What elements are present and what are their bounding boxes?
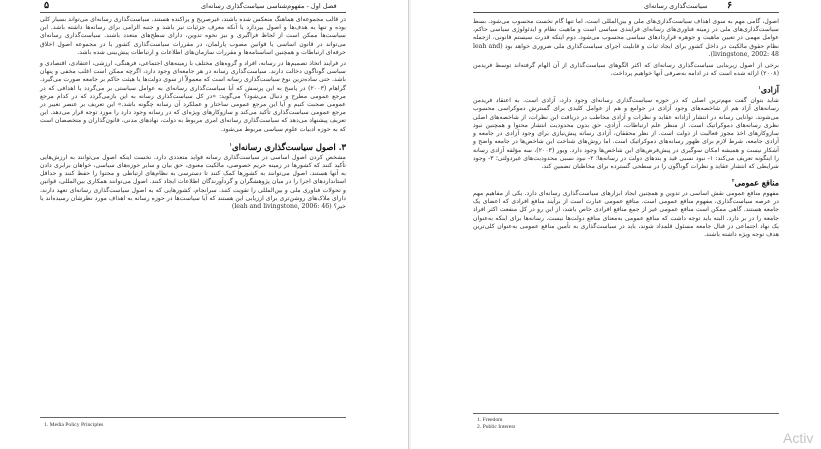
paragraph: برخی از اصول زیربنایی سیاست‌گذاری رسانه‌ای که اکثر الگوهای سیاست‌گذاری از آن الهام گرفته‌اند توسط فریدمن (۲۰۰۸) ارائه شده است که در ادامه به‌صرفی آنها خواهیم پرداخت.	[473, 62, 779, 78]
footnote: 1. Freedom	[477, 417, 503, 423]
paragraph: در فرایند اتخاذ تصمیم‌ها در رسانه، افراد و گروه‌های مختلف با زمینه‌های اجتماعی، فرهنگی، ارزشی، اعتقادی، اقتصادی و سیاسی گوناگون دخالت دارند. سیاست‌گذاری رسانه در هر جامعه‌ای وجود دارد، اگرچه ممکن است اغلب مخفی و پنهان باشد. حتی ساده‌ترین نوع سیاست‌گذاری رسانه است که معمولاً از سوی دولت‌ها یا هیئت حاکم بر جامعه صورت می‌گیرد. گراهام (۲۰۰۳) در پاسخ به این پرسش که آیا سیاست‌گذاری رسانه‌ای به عوامل سیاستی بر می‌گردد یا اهدافی که در مرجع عمومی مطرح و دنبال می‌شود؟ می‌گوید: «در کل سیاست‌گذاری رسانه به این بازمی‌گردد که در کدام مرجع عمومی صحبت کنیم و آیا این مرجع عمومی ساختار و عملکرد آن رسانه چگونه باشد.» این تعریف بر عنصر تغییر در مرجع عمومی سیاست‌گذاری تأکید می‌کند و سازوکارهای ویژه‌ای که در رسانه وجود دارد را مورد توجه قرار می‌دهد. این تعریف پیشنهاد می‌دهد که سیاست‌گذاری رسانه‌ای امری مربوط به دولت، نهادهای مدنی، قانون‌گذاران و متخصصان است که به حوزه ادبیات علوم سیاسی مربوط می‌شود.	[40, 60, 346, 133]
paragraph: مشخص کردن اصول اساسی در سیاست‌گذاری رسانه فواید متعددی دارد. نخست اینکه اصول می‌توانند به ارزش‌هایی تأکید کنند که کشورها در زمینه حریم خصوصی، مالکیت معنوی، حق بیان و سایر حوزه‌های سیاسی، خواهان برابری دادن به آنها هستند. اصول می‌توانند به کشورها کمک کنند تا دسترسی به نظام‌های ارتباطی و محتوا را حفظ کنند و حداقل استانداردهای اجرا را در میان پژوهشگران و گردآورندگان اطلاعات ایجاد کنند. اصول می‌توانند همکاری بین‌المللی، قوانین و تحولات فناوری ملی و بین‌المللی را تقویت کنند. سرانجام، کشورهایی که به اصول سیاست‌گذاری رسانه‌ای تعهد دارند، دارای ملاک‌های روشن‌تری برای ارزیابی این هستند که آیا سیاست‌ها در حوزه رسانه به اهداف مورد نظرشان رسیده‌اند یا خیر؟ (leah and livingstone, 2006: 46)	[40, 153, 346, 211]
paragraph: مفهوم منافع عمومی نقش اساسی در تدوین و همچنین ایجاد ابزارهای سیاست‌گذاری رسانه‌ای دارد. یکی از مفاهیم مهم در عرصه سیاست‌گذاری، مفهوم منافع عمومی است. منافع عمومی عبارت است از برآیند منافع افرادی که اعضای یک جامعه هستند. گاهی ممکن است منافع عمومی غیر از جمع منافع افرادی خاص باشد، از این رو در کل منفعت اکثر افراد جامعه را در بر دارد. البته باید توجه داشت که منافع عمومی به‌معنای منافع دولت‌ها نیست. رسانه‌ها برای اینکه به‌عنوان یک نهاد اجتماعی در قبال جامعه مسئول قلمداد شوند، باید در سیاست‌گذاری به تأمین منافع عمومی به‌عنوان کلی‌ترین هدف توجه ویژه داشته باشند.	[473, 189, 779, 238]
footnote-rule	[40, 417, 346, 418]
activation-watermark: Activ	[783, 430, 814, 446]
paragraph: در قالب مجموعه‌ای هماهنگ منعکس شده باشند، غیرصریح و پراکنده هستند. سیاست‌گذاری رسانه‌ای می‌تواند بسیار کلی بوده و تنها به هدف‌ها و اصول بپردازد یا آنکه معرف جزئیات نیز باشد و جنبه الزامی برای رسانه‌ها داشته باشد. این سیاست‌ها ممکن است از لحاظ فراگیری و نیز نحوه تدوین، دارای سطح‌های متعدد باشند. سیاست‌گذاری رسانه‌ای می‌تواند در قانون اساسی یا قوانین مصوب پارلمان، در مقررات سیاست‌گذاری کشور یا در مجموعه اصول اخلاق حرفه‌ای ارتباطات و همچنین اساسنامه‌ها و مقررات سازمان‌های اطلاعات و ارتباطات پیش‌بینی شده باشد.	[40, 16, 346, 56]
section-heading: ۳. اصول سیاست‌گذاری رسانه‌ای$^۱$	[229, 141, 346, 152]
footnote-marker: ۱	[229, 142, 233, 148]
running-header: سیاست‌گذاری رسانه‌ای	[644, 2, 708, 10]
footnote-rule	[473, 413, 779, 414]
left-body-text	[40, 16, 346, 214]
paragraph: شاید بتوان گفت مهم‌ترین اصلی که در حوزه سیاست‌گذاری رسانه‌ای وجود دارد، آزادی است. به اعتقاد فریدمن رسانه‌های آزاد هم از شاخصه‌های وجود آزادی در جوامع و هم از عوامل کلیدی برای گسترش دموکراسی محسوب می‌شوند. توانایی رسانه در انتشار آزادانه عقاید و نظرات و آزادی مخاطب در دریافت این نظرات، از شاخصه‌های اصلی نظری رسانه‌های دموکراتیک است. از منظر علم ارتباطات، آزادی، حق بدون محدودیت انتشار محتوا و همچنین نبود سازوکارهای اخذ مجوز فعالیت از دولت است. از نظر محققان، آزادی رسانه پیش‌نیازی برای وجود آزادی در جامعه و آزادی جامعه، شرط لازم برای ظهور رسانه‌های دموکراتیک است. اما روش‌های شناخت این شاخص‌ها در جامعه واضح و آشکار نیست و همیشه امکان سوگیری در پیش‌فرض‌های این شاخص‌ها وجود دارد. ویور (۲۰۰۳)، سه مؤلفه آزادی رسانه را اینگونه تعریف می‌کند: ۱- نبود نسبی قید و بندهای دولت در رسانه‌ها؛ ۲- نبود نسبی محدودیت‌های غیردولتی؛ ۳- وجود شرایطی که انتشار عقاید و نظرات گوناگون را در سطحی گسترده برای مخاطبان تضمین کند.	[473, 97, 780, 170]
left-page	[0, 0, 409, 449]
header-rule	[473, 12, 779, 13]
footnote: 1. Media Policy Principles	[44, 422, 104, 428]
page-number: ۵	[44, 0, 50, 11]
footnote-marker: ۲	[732, 179, 735, 185]
footnote: 2. Public Interest	[477, 424, 516, 430]
section-heading: آزادی$^۱$	[758, 85, 779, 96]
page-number: ۶	[727, 0, 733, 11]
header-rule	[40, 12, 346, 13]
running-header: فصل اول - مفهوم‌شناسی سیاست‌گذاری رسانه‌ای	[201, 2, 337, 10]
footnote-marker: ۱	[758, 86, 761, 92]
right-page	[411, 0, 821, 449]
section-heading: منافع عمومی$^۲$	[732, 177, 779, 188]
right-body-text	[473, 18, 779, 242]
paragraph: اصول، گامی مهم به سوی اهداف سیاست‌گذاری‌های ملی و بین‌المللی است، اما تنها گام نخست محسوب می‌شود. بسط سیاست‌گذاری‌های ملی در زمینه فناوری‌های رسانه‌ای فرایندی سیاسی است و ماهیت نظام و ایدئولوژی سیاسی حاکم، عوامل مهمی در تعیین ماهیت و جوهره قراردادهای سیاسی محسوب می‌شود. دوم اینکه قدرت سیستم قانونی، ازجمله نظام حقوق مالکیت در داخل کشور برای ایجاد ثبات و قابلیت اجرای سیاست‌گذاری ملی ضروری خواهد بود (leah and livingstone, 2002: 48).	[473, 18, 780, 58]
